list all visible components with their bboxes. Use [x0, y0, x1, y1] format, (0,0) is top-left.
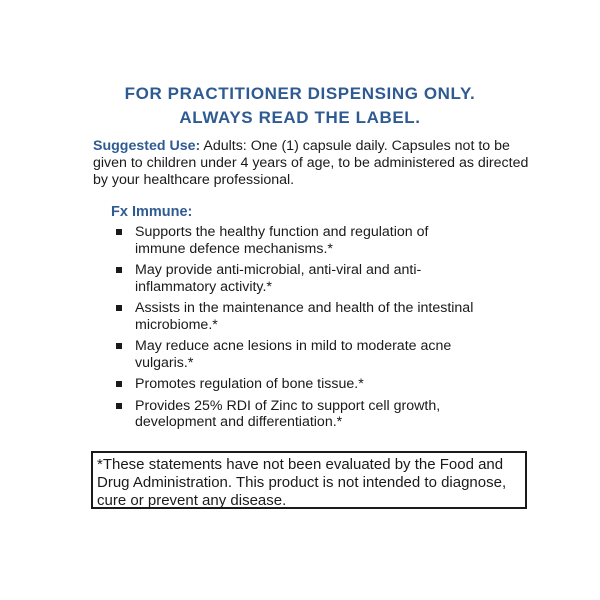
bullet-icon: [116, 229, 122, 235]
list-item: [115, 376, 475, 393]
bullet-icon: [116, 381, 122, 387]
fx-immune-list: [115, 224, 475, 436]
list-item-text: Promotes regulation of bone tissue.*: [135, 376, 364, 392]
list-item: [115, 398, 475, 431]
suggested-use-text: Adults: One (1) capsule daily. Capsules not to be given to children under 4 years of age, to be administered as directed by your healthcare professional.: [93, 138, 529, 188]
bullet-icon: [116, 267, 122, 273]
fda-disclaimer-box: *These statements have not been evaluated by the Food and Drug Administration. This product is not intended to diagnose, cure or prevent any disease.: [91, 451, 527, 509]
list-item-text: May provide anti-microbial, anti-viral and anti-inflammatory activity.*: [135, 262, 422, 295]
suggested-use-section: [93, 138, 533, 189]
bullet-icon: [116, 305, 122, 311]
list-item-text: Assists in the maintenance and health of the intestinal microbiome.*: [135, 300, 474, 333]
bullet-icon: [116, 403, 122, 409]
suggested-use-label: Suggested Use:: [93, 138, 201, 154]
list-item-text: Supports the healthy function and regulation of immune defence mechanisms.*: [135, 224, 429, 257]
bullet-icon: [116, 343, 122, 349]
list-item: [115, 300, 475, 333]
dispensing-notice: FOR PRACTITIONER DISPENSING ONLY.: [124, 84, 476, 103]
list-item: [115, 262, 475, 295]
list-item-text: May reduce acne lesions in mild to moderate acne vulgaris.*: [135, 338, 452, 371]
list-item: [115, 224, 475, 257]
list-item: [115, 338, 475, 371]
read-label-notice: ALWAYS READ THE LABEL.: [179, 108, 421, 127]
list-item-text: Provides 25% RDI of Zinc to support cell growth, development and differentiation.*: [135, 397, 441, 430]
fx-immune-title: Fx Immune:: [111, 204, 193, 220]
